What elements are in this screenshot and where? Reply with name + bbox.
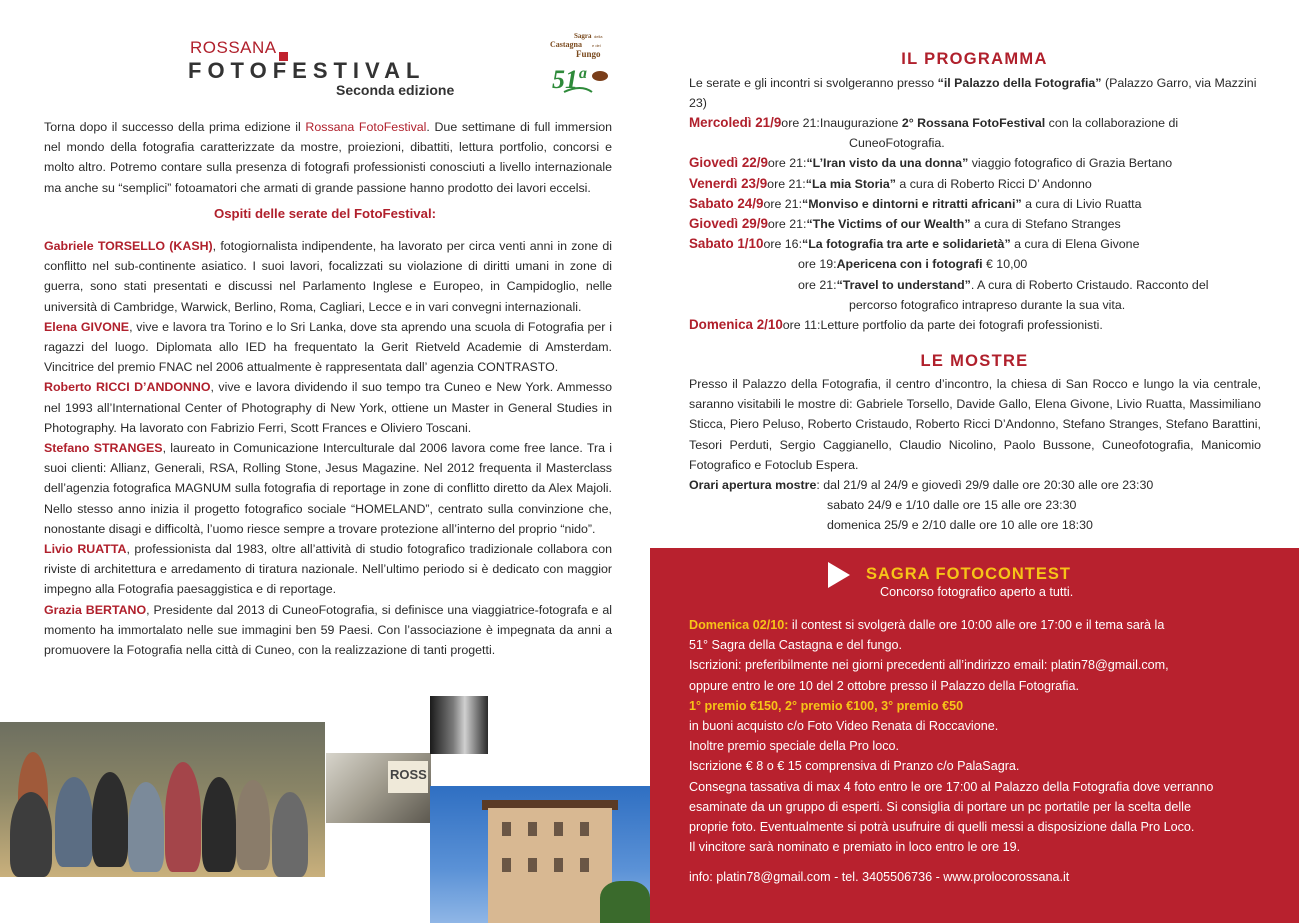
store-sign-text: ROSS	[390, 767, 427, 782]
bio-ruatta	[44, 539, 612, 600]
palazzo-photo	[430, 786, 650, 923]
contest-date: Domenica 02/10:	[689, 618, 789, 632]
event-desc: Letture portfolio da parte dei fotografi professionisti.	[820, 318, 1103, 333]
program-row	[689, 295, 1269, 315]
contest-line: Iscrizione € 8 o € 15 comprensiva di Pranzo c/o PalaSagra.	[689, 759, 1020, 774]
programma-title: IL PROGRAMMA	[901, 50, 1048, 68]
program-row	[689, 254, 1269, 274]
contest-subtitle: Concorso fotografico aperto a tutti.	[880, 585, 1074, 599]
program-list	[689, 113, 1269, 335]
intro-part1: Torna dopo il successo della prima edizione il	[44, 120, 306, 134]
event-desc: percorso fotografico intrapreso durante la sua vita.	[849, 297, 1126, 312]
contest-line: Iscrizioni: preferibilmente nei giorni precedenti all’indirizzo email: platin78@gmail.com,	[689, 658, 1169, 673]
sagra-logo-line3: Castagna	[550, 40, 583, 49]
program-row	[689, 194, 1269, 214]
bio-givone	[44, 317, 612, 378]
brand-rossana: ROSSANA	[190, 38, 277, 57]
event-time: ore 21:	[763, 196, 803, 211]
sagra-logo	[548, 30, 614, 96]
bw-photo	[430, 696, 488, 754]
sagra-logo-number: 51ª	[552, 65, 585, 94]
bio-stranges	[44, 438, 612, 539]
program-row	[689, 275, 1269, 295]
program-row	[689, 113, 1269, 133]
contest-line: Consegna tassativa di max 4 foto entro le ore 17:00 al Palazzo della Fotografia dove verranno	[689, 779, 1214, 794]
bio-text: , vive e lavora dividendo il suo tempo tra Cuneo e New York. Ammesso nel 1993 all’International Center of Photography di New York, ottiene un Master in General Studies in Photography. Ha lavorato con Fabrizio Ferri, Scott Frances e Oliviero Toscani.	[44, 380, 612, 435]
contest-box	[650, 548, 1299, 923]
contest-line: oppure entro le ore 10 del 2 ottobre presso il Palazzo della Fotografia.	[689, 678, 1079, 693]
bio-text: , fotogiornalista indipendente, ha lavorato per circa venti anni in zone di conflitto nel sub-continente asiatico. I suoi lavori, focalizzati su violazione di diritti umani in zone di guerra, sono stati presentati e discussi nel Parlamento Inglese e Europeo, in Campidoglio, nelle università di Cambridge, Warwick, Berlino, Roma, Cagliari, Lecce e in vari convegni internazionali.	[44, 239, 612, 314]
event-time: ore 21:	[781, 116, 820, 130]
contest-line: esaminate da un gruppo di esperti. Si consiglia di portare un pc portatile per la scelta delle	[689, 799, 1191, 814]
hours-line: sabato 24/9 e 1/10 dalle ore 15 alle ore 23:30	[827, 498, 1077, 513]
contest-prizes: 1° premio €150, 2° premio €100, 3° premio €50	[689, 698, 964, 713]
sagra-logo-line4: e del	[592, 43, 601, 48]
bio-text: , laureato in Comunicazione Interculturale dal 2006 lavora come free lance. Tra i suoi clienti: Allianz, Generali, RSA, Rolling Stone, Jesus Magazine. Nel 2012 frequenta il Masterclass dell’agenzia fotografica MAGNUM sulla fotografia di reportage in zone di conflitto diretto da Alex Majoli. Nello stesso anno inizia il progetto fotografico sociale “HOMELAND”, centrato sulla convinzione che, nonostante disagi e difficoltà, l’uomo riesce sempre a trovare protezione all’interno del proprio “nido”.	[44, 441, 612, 536]
event-time: ore 11:	[782, 318, 821, 333]
brand-fotofestival: FOTOFESTIVAL	[188, 58, 426, 83]
bio-text: , professionista dal 1983, oltre all’attività di studio fotografico tradizionale collabora con riviste di architettura e arredamento di tiratura nazionale. Nell’ultimo periodo si è dedicato con maggior impegno alla Fotografia paesaggistica e di reportage.	[44, 542, 612, 597]
event-time: ore 21:	[767, 217, 807, 232]
event-day: Giovedì 22/9	[689, 155, 768, 171]
sagra-logo-line1: Sagra	[574, 32, 592, 40]
event-time: ore 21:	[767, 176, 806, 191]
hours-label: Orari apertura mostre	[689, 478, 817, 492]
bio-text: , vive e lavora tra Torino e lo Sri Lanka, dove sta aprendo una scuola di Fotografia per i ragazzi del luogo. Diplomata allo IED ha frequentato la Gerit Rietveld Academie di Amsterdam. Vincitrice del premio FNAC nel 2006 attualmente è rappresentata dall’ agenzia CONTRASTO.	[44, 319, 612, 375]
event-desc: Inaugurazione 2° Rossana FotoFestival con la collaborazione di	[819, 116, 1179, 130]
mostre-title: LE MOSTRE	[920, 352, 1029, 370]
hours-line: domenica 25/9 e 2/10 dalle ore 10 alle ore 18:30	[827, 518, 1093, 533]
event-desc: “The Victims of our Wealth” a cura di Stefano Stranges	[806, 217, 1121, 232]
event-desc: “La mia Storia” a cura di Roberto Ricci D’ Andonno	[805, 176, 1092, 191]
event-desc: “Monviso e dintorni e ritratti africani” a cura di Livio Ruatta	[802, 196, 1142, 211]
bio-ricci	[44, 377, 612, 438]
bio-name: Grazia BERTANO	[44, 602, 147, 617]
programma-intro	[689, 73, 1264, 113]
event-day: Mercoledì 21/9	[689, 115, 782, 130]
event-time: ore 21:	[798, 277, 837, 292]
contest-line: proprie foto. Eventualmente si potrà usufruire di quelli messi a disposizione dalla Pro Loco.	[689, 820, 1195, 835]
event-desc: “La fotografia tra arte e solidarietà” a cura di Elena Givone	[802, 237, 1140, 252]
contest-line: Il vincitore sarà nominato e premiato in loco entro le ore 19.	[689, 840, 1021, 855]
programma-intro-venue: “il Palazzo della Fotografia”	[937, 76, 1102, 90]
event-desc: “Travel to understand”. A cura di Roberto Cristaudo. Racconto del	[836, 277, 1209, 292]
contest-title: SAGRA FOTOCONTEST	[866, 565, 1071, 583]
bio-name: Stefano STRANGES	[44, 441, 163, 456]
program-row	[689, 315, 1269, 335]
event-day: Sabato 24/9	[689, 195, 764, 211]
intro-paragraph	[44, 117, 612, 198]
event-day: Giovedì 29/9	[689, 216, 768, 232]
bio-torsello	[44, 236, 612, 317]
programma-intro-a: Le serate e gli incontri si svolgeranno presso	[689, 76, 938, 90]
group-photo	[0, 722, 325, 877]
program-row	[689, 153, 1269, 173]
chestnut-icon	[592, 71, 608, 81]
opening-hours	[689, 475, 1269, 536]
intro-festival-name: Rossana FotoFestival	[305, 120, 427, 134]
event-day: Venerdì 23/9	[689, 175, 768, 191]
hours-line: : dal 21/9 al 24/9 e giovedì 29/9 dalle ore 20:30 alle ore 23:30	[816, 478, 1154, 492]
contest-line: Inoltre premio speciale della Pro loco.	[689, 739, 900, 754]
bio-text: , Presidente dal 2013 di CuneoFotografia, si definisce una viaggiatrice-fotografa e al momento ha immortalato nelle sue immagini ben 59 Paesi. Con l’associazione è impegnata da anni a promuovere la Fotografia nella città di Cuneo, con la realizzazione di tanti progetti.	[44, 602, 612, 658]
event-time: ore 19:	[798, 257, 837, 272]
bio-name: Roberto RICCI D’ANDONNO	[44, 380, 211, 395]
contest-line: 51° Sagra della Castagna e del fungo.	[689, 638, 902, 653]
event-desc: CuneoFotografia.	[849, 136, 945, 151]
event-day: Domenica 2/10	[689, 317, 783, 333]
play-arrow-icon	[828, 562, 850, 588]
event-time: ore 21:	[767, 156, 807, 171]
mostre-paragraph: Presso il Palazzo della Fotografia, il centro d’incontro, la chiesa di San Rocco e lungo la via centrale, saranno visitabili le mostre di: Gabriele Torsello, Davide Gallo, Elena Givone, Livio Ruatta, Massimiliano Sticca, Piero Peluso, Roberto Cristaudo, Roberto Ricci D’Andonno, Stefano Stranges, Stefano Barattini, Tesori Perduti, Sergio Caggianello, Claudio Nicolino, Paolo Bussone, Cuneofotografia, Manicomio Fotografico e Fotoclub Espera.	[689, 377, 1261, 472]
contest-contact-info: info: platin78@gmail.com - tel. 3405506736 - www.prolocorossana.it	[689, 870, 1070, 884]
storefront-photo	[326, 753, 431, 823]
program-row	[689, 234, 1269, 254]
event-desc: “L’Iran visto da una donna” viaggio fotografico di Grazia Bertano	[806, 156, 1173, 171]
bio-name: Gabriele TORSELLO (KASH)	[44, 239, 213, 253]
programma-intro-b: (Palazzo Garro, via Mazzini 23)	[689, 76, 1257, 111]
contest-line: in buoni acquisto c/o Foto Video Renata di Roccavione.	[689, 719, 999, 734]
bio-bertano	[44, 600, 612, 661]
guests-title: Ospiti delle serate del FotoFestival:	[213, 206, 437, 221]
program-row	[689, 214, 1269, 234]
event-day: Sabato 1/10	[689, 236, 764, 252]
contest-line: il contest si svolgerà dalle ore 10:00 alle ore 17:00 e il tema sarà la	[788, 618, 1165, 632]
edition-label: Seconda edizione	[336, 82, 455, 98]
contest-body	[689, 615, 1269, 857]
bio-name: Elena GIVONE	[44, 319, 130, 334]
event-desc: Apericena con i fotografi € 10,00	[836, 257, 1028, 272]
program-row	[689, 174, 1269, 194]
event-time: ore 16:	[763, 237, 803, 252]
guest-bios	[44, 236, 612, 660]
program-row	[689, 133, 1269, 153]
bio-name: Livio RUATTA	[44, 542, 127, 557]
sagra-logo-line2: della	[594, 34, 603, 39]
intro-part2: . Due settimane di full immersion nel mondo della fotografia caratterizzate da mostre, proiezioni, dibattiti, lettura portfolio, concorsi e molto altro. Potremo contare sulla presenza di fotografi professionisti conosciuti a livello internazionale ma anche su “semplici” fotoamatori che armati di grande passione hanno prodotto dei lavori eccelsi.	[44, 120, 612, 195]
sagra-logo-line5: Fungo	[576, 49, 601, 59]
